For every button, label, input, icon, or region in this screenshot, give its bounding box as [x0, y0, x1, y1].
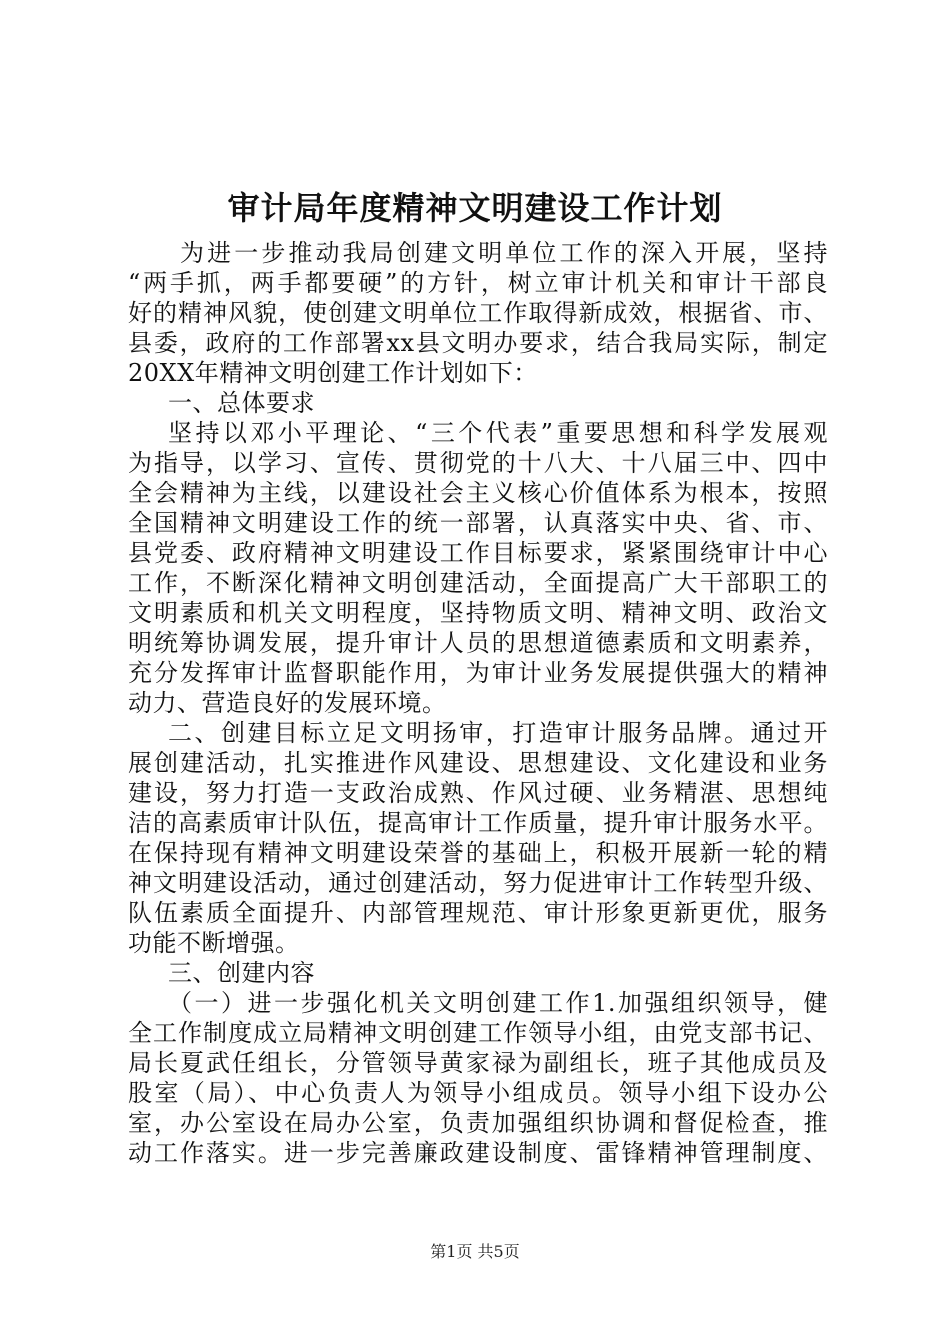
text-line: （一）进一步强化机关文明创建工作1.加强组织领导，健: [168, 989, 828, 1017]
text-line: 功能不断增强。: [128, 929, 300, 957]
text-line: 为指导，以学习、宣传、贯彻党的十八大、十八届三中、四中: [128, 449, 828, 477]
text-line: 全工作制度成立局精神文明创建工作领导小组，由党支部书记、: [128, 1019, 828, 1047]
text-line: 明统筹协调发展，提升审计人员的思想道德素质和文明素养，: [128, 629, 828, 657]
text-line: 队伍素质全面提升、内部管理规范、审计形象更新更优，服务: [128, 899, 828, 927]
text-line: 县委，政府的工作部署xx县文明办要求，结合我局实际，制定: [128, 329, 828, 357]
document-title: 审计局年度精神文明建设工作计划: [227, 189, 723, 227]
section-heading: 一、总体要求: [168, 389, 315, 417]
document-body: [128, 238, 828, 1168]
text-line: 动力、营造良好的发展环境。: [128, 689, 447, 717]
text-line: 建设，努力打造一支政治成熟、作风过硬、业务精湛、思想纯: [128, 779, 828, 807]
text-line: 全国精神文明建设工作的统一部署，认真落实中央、省、市、: [128, 509, 828, 537]
text-line: 好的精神风貌，使创建文明单位工作取得新成效，根据省、市、: [128, 299, 828, 327]
text-line: 在保持现有精神文明建设荣誉的基础上，积极开展新一轮的精: [128, 839, 828, 867]
text-line: 坚持以邓小平理论、“三个代表”重要思想和科学发展观: [168, 419, 828, 447]
section-heading: 三、创建内容: [168, 959, 315, 987]
text-line: 室，办公室设在局办公室，负责加强组织协调和督促检查，推: [128, 1109, 828, 1137]
text-line: 局长夏武任组长，分管领导黄家禄为副组长，班子其他成员及: [128, 1049, 828, 1077]
section-heading: 二、创建目标立足文明扬审，打造审计服务品牌。通过开: [168, 719, 828, 747]
text-line: 全会精神为主线，以建设社会主义核心价值体系为根本，按照: [128, 479, 828, 507]
text-line: 县党委、政府精神文明建设工作目标要求，紧紧围绕审计中心: [128, 539, 828, 567]
text-line: 工作，不断深化精神文明创建活动，全面提高广大干部职工的: [128, 569, 828, 597]
text-line: 神文明建设活动，通过创建活动，努力促进审计工作转型升级、: [128, 869, 828, 897]
text-line: 动工作落实。进一步完善廉政建设制度、雷锋精神管理制度、: [128, 1139, 828, 1167]
text-line: 洁的高素质审计队伍，提高审计工作质量，提升审计服务水平。: [128, 809, 828, 837]
page-footer: 第1页 共5页: [430, 1242, 520, 1261]
text-line: 20XX年精神文明创建工作计划如下：: [128, 359, 538, 387]
text-line: 展创建活动，扎实推进作风建设、思想建设、文化建设和业务: [128, 749, 828, 777]
text-line: 为进一步推动我局创建文明单位工作的深入开展，坚持: [180, 239, 828, 267]
text-line: 股室（局）、中心负责人为领导小组成员。领导小组下设办公: [128, 1079, 828, 1107]
text-line: 文明素质和机关文明程度，坚持物质文明、精神文明、政治文: [128, 599, 828, 627]
text-line: 充分发挥审计监督职能作用，为审计业务发展提供强大的精神: [128, 659, 828, 687]
text-line: “两手抓，两手都要硬”的方针，树立审计机关和审计干部良: [128, 269, 828, 297]
